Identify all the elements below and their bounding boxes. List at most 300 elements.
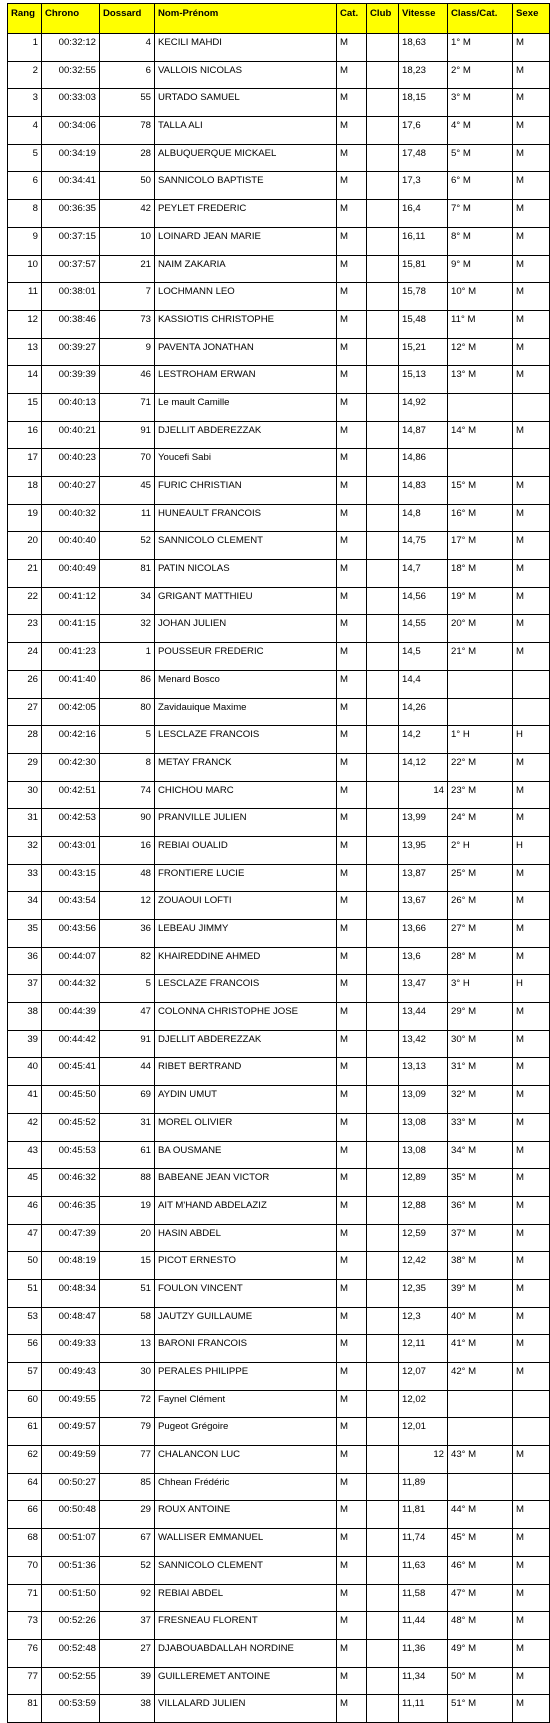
cell-classcat: 33° M <box>448 1113 513 1141</box>
cell-sexe: M <box>513 1058 550 1086</box>
cell-sexe: M <box>513 1639 550 1667</box>
cell-club <box>367 1446 399 1474</box>
cell-club <box>367 920 399 948</box>
cell-classcat: 51° M <box>448 1695 513 1723</box>
cell-rang: 8 <box>8 200 42 228</box>
cell-vitesse: 14,75 <box>399 532 448 560</box>
cell-chrono: 00:45:41 <box>42 1058 100 1086</box>
cell-cat: M <box>337 975 367 1003</box>
cell-sexe <box>513 1473 550 1501</box>
cell-dossard: 7 <box>100 283 155 311</box>
table-row <box>8 643 550 671</box>
cell-chrono: 00:50:27 <box>42 1473 100 1501</box>
cell-cat: M <box>337 1556 367 1584</box>
cell-rang: 31 <box>8 809 42 837</box>
cell-vitesse: 15,21 <box>399 338 448 366</box>
cell-rang: 43 <box>8 1141 42 1169</box>
cell-cat: M <box>337 338 367 366</box>
cell-cat: M <box>337 1446 367 1474</box>
cell-dossard: 88 <box>100 1169 155 1197</box>
table-row <box>8 477 550 505</box>
cell-cat: M <box>337 1529 367 1557</box>
cell-club <box>367 310 399 338</box>
cell-sexe: M <box>513 1196 550 1224</box>
cell-vitesse: 15,81 <box>399 255 448 283</box>
table-row <box>8 89 550 117</box>
cell-sexe <box>513 449 550 477</box>
cell-vitesse: 12 <box>399 1446 448 1474</box>
cell-vitesse: 13,42 <box>399 1030 448 1058</box>
cell-club <box>367 255 399 283</box>
table-row <box>8 1335 550 1363</box>
cell-vitesse: 13,44 <box>399 1003 448 1031</box>
cell-classcat: 37° M <box>448 1224 513 1252</box>
cell-chrono: 00:37:57 <box>42 255 100 283</box>
cell-classcat <box>448 1473 513 1501</box>
cell-dossard: 10 <box>100 227 155 255</box>
cell-chrono: 00:38:01 <box>42 283 100 311</box>
cell-classcat: 34° M <box>448 1141 513 1169</box>
cell-dossard: 58 <box>100 1307 155 1335</box>
cell-classcat <box>448 393 513 421</box>
cell-chrono: 00:52:26 <box>42 1612 100 1640</box>
table-row <box>8 1501 550 1529</box>
cell-club <box>367 117 399 145</box>
table-row <box>8 975 550 1003</box>
cell-chrono: 00:49:55 <box>42 1390 100 1418</box>
cell-dossard: 71 <box>100 393 155 421</box>
cell-rang: 53 <box>8 1307 42 1335</box>
cell-vitesse: 13,87 <box>399 864 448 892</box>
cell-rang: 1 <box>8 34 42 62</box>
cell-cat: M <box>337 1390 367 1418</box>
cell-club <box>367 504 399 532</box>
cell-vitesse: 15,13 <box>399 366 448 394</box>
cell-classcat <box>448 449 513 477</box>
cell-sexe: M <box>513 1695 550 1723</box>
cell-sexe: M <box>513 1252 550 1280</box>
cell-sexe <box>513 393 550 421</box>
cell-club <box>367 1307 399 1335</box>
table-row <box>8 117 550 145</box>
cell-chrono: 00:43:01 <box>42 836 100 864</box>
cell-nom: DJABOUABDALLAH NORDINE <box>155 1639 337 1667</box>
cell-chrono: 00:32:55 <box>42 61 100 89</box>
cell-cat: M <box>337 670 367 698</box>
cell-dossard: 61 <box>100 1141 155 1169</box>
cell-chrono: 00:38:46 <box>42 310 100 338</box>
cell-classcat: 20° M <box>448 615 513 643</box>
cell-dossard: 77 <box>100 1446 155 1474</box>
header-sexe: Sexe <box>513 4 550 34</box>
cell-chrono: 00:42:53 <box>42 809 100 837</box>
cell-rang: 47 <box>8 1224 42 1252</box>
cell-rang: 73 <box>8 1612 42 1640</box>
cell-rang: 29 <box>8 753 42 781</box>
cell-club <box>367 726 399 754</box>
cell-sexe: M <box>513 1335 550 1363</box>
cell-vitesse: 17,6 <box>399 117 448 145</box>
cell-nom: NAIM ZAKARIA <box>155 255 337 283</box>
cell-club <box>367 1224 399 1252</box>
cell-rang: 5 <box>8 144 42 172</box>
cell-vitesse: 14,5 <box>399 643 448 671</box>
cell-rang: 61 <box>8 1418 42 1446</box>
table-row <box>8 1667 550 1695</box>
cell-rang: 57 <box>8 1363 42 1391</box>
cell-vitesse: 16,11 <box>399 227 448 255</box>
cell-sexe <box>513 670 550 698</box>
cell-rang: 60 <box>8 1390 42 1418</box>
table-row <box>8 421 550 449</box>
cell-dossard: 27 <box>100 1639 155 1667</box>
cell-dossard: 79 <box>100 1418 155 1446</box>
cell-classcat: 31° M <box>448 1058 513 1086</box>
cell-rang: 11 <box>8 283 42 311</box>
cell-classcat: 45° M <box>448 1529 513 1557</box>
cell-club <box>367 1030 399 1058</box>
cell-vitesse: 11,63 <box>399 1556 448 1584</box>
cell-rang: 42 <box>8 1113 42 1141</box>
results-table <box>7 3 550 1723</box>
cell-club <box>367 366 399 394</box>
cell-chrono: 00:48:47 <box>42 1307 100 1335</box>
table-row <box>8 1003 550 1031</box>
cell-dossard: 80 <box>100 698 155 726</box>
cell-sexe: M <box>513 532 550 560</box>
cell-dossard: 9 <box>100 338 155 366</box>
table-row <box>8 1196 550 1224</box>
cell-chrono: 00:43:56 <box>42 920 100 948</box>
cell-rang: 40 <box>8 1058 42 1086</box>
cell-dossard: 85 <box>100 1473 155 1501</box>
header-classcat: Class/Cat. <box>448 4 513 34</box>
cell-chrono: 00:41:15 <box>42 615 100 643</box>
table-row <box>8 753 550 781</box>
cell-rang: 45 <box>8 1169 42 1197</box>
cell-sexe: H <box>513 836 550 864</box>
cell-club <box>367 227 399 255</box>
cell-club <box>367 753 399 781</box>
cell-nom: FOULON VINCENT <box>155 1279 337 1307</box>
cell-dossard: 34 <box>100 587 155 615</box>
header-cat: Cat. <box>337 4 367 34</box>
cell-sexe: M <box>513 172 550 200</box>
cell-nom: PATIN NICOLAS <box>155 560 337 588</box>
cell-dossard: 46 <box>100 366 155 394</box>
cell-club <box>367 1363 399 1391</box>
cell-club <box>367 670 399 698</box>
cell-nom: ROUX ANTOINE <box>155 1501 337 1529</box>
header-dossard: Dossard <box>100 4 155 34</box>
cell-rang: 66 <box>8 1501 42 1529</box>
header-rang: Rang <box>8 4 42 34</box>
cell-classcat: 8° M <box>448 227 513 255</box>
cell-vitesse: 14,87 <box>399 421 448 449</box>
header-club: Club <box>367 4 399 34</box>
cell-sexe: M <box>513 310 550 338</box>
cell-nom: POUSSEUR FREDERIC <box>155 643 337 671</box>
cell-classcat: 2° M <box>448 61 513 89</box>
cell-chrono: 00:52:55 <box>42 1667 100 1695</box>
cell-rang: 21 <box>8 560 42 588</box>
cell-classcat: 40° M <box>448 1307 513 1335</box>
cell-dossard: 81 <box>100 560 155 588</box>
cell-rang: 10 <box>8 255 42 283</box>
table-row <box>8 532 550 560</box>
cell-club <box>367 1141 399 1169</box>
cell-nom: LEBEAU JIMMY <box>155 920 337 948</box>
cell-nom: CHALANCON LUC <box>155 1446 337 1474</box>
cell-sexe: H <box>513 726 550 754</box>
cell-vitesse: 16,4 <box>399 200 448 228</box>
cell-dossard: 92 <box>100 1584 155 1612</box>
cell-club <box>367 560 399 588</box>
cell-dossard: 91 <box>100 421 155 449</box>
cell-nom: CHICHOU MARC <box>155 781 337 809</box>
cell-club <box>367 1418 399 1446</box>
cell-vitesse: 11,36 <box>399 1639 448 1667</box>
cell-rang: 23 <box>8 615 42 643</box>
cell-rang: 4 <box>8 117 42 145</box>
cell-classcat: 6° M <box>448 172 513 200</box>
cell-sexe: M <box>513 615 550 643</box>
cell-cat: M <box>337 809 367 837</box>
cell-classcat <box>448 1418 513 1446</box>
cell-vitesse: 14,26 <box>399 698 448 726</box>
cell-dossard: 15 <box>100 1252 155 1280</box>
cell-chrono: 00:41:23 <box>42 643 100 671</box>
cell-rang: 41 <box>8 1086 42 1114</box>
cell-rang: 34 <box>8 892 42 920</box>
cell-club <box>367 698 399 726</box>
cell-nom: Chhean Frédéric <box>155 1473 337 1501</box>
cell-rang: 35 <box>8 920 42 948</box>
cell-nom: Youcefi Sabi <box>155 449 337 477</box>
cell-classcat: 43° M <box>448 1446 513 1474</box>
cell-classcat: 3° M <box>448 89 513 117</box>
cell-chrono: 00:49:59 <box>42 1446 100 1474</box>
cell-sexe: M <box>513 947 550 975</box>
cell-cat: M <box>337 1695 367 1723</box>
cell-dossard: 91 <box>100 1030 155 1058</box>
cell-cat: M <box>337 172 367 200</box>
cell-nom: PERALES PHILIPPE <box>155 1363 337 1391</box>
cell-rang: 3 <box>8 89 42 117</box>
table-row <box>8 1639 550 1667</box>
cell-nom: COLONNA CHRISTOPHE JOSE <box>155 1003 337 1031</box>
cell-chrono: 00:45:50 <box>42 1086 100 1114</box>
table-row <box>8 61 550 89</box>
cell-club <box>367 61 399 89</box>
table-row <box>8 1363 550 1391</box>
cell-club <box>367 1169 399 1197</box>
cell-rang: 51 <box>8 1279 42 1307</box>
table-row <box>8 1695 550 1723</box>
cell-vitesse: 11,89 <box>399 1473 448 1501</box>
cell-sexe <box>513 698 550 726</box>
cell-classcat: 35° M <box>448 1169 513 1197</box>
cell-vitesse: 14,86 <box>399 449 448 477</box>
cell-sexe: M <box>513 89 550 117</box>
cell-nom: LESTROHAM ERWAN <box>155 366 337 394</box>
cell-nom: LESCLAZE FRANCOIS <box>155 726 337 754</box>
cell-classcat: 26° M <box>448 892 513 920</box>
cell-cat: M <box>337 532 367 560</box>
cell-vitesse: 13,99 <box>399 809 448 837</box>
cell-club <box>367 1556 399 1584</box>
cell-vitesse: 14,2 <box>399 726 448 754</box>
cell-club <box>367 1058 399 1086</box>
table-row <box>8 781 550 809</box>
cell-chrono: 00:42:51 <box>42 781 100 809</box>
cell-club <box>367 587 399 615</box>
cell-rang: 17 <box>8 449 42 477</box>
cell-rang: 2 <box>8 61 42 89</box>
cell-chrono: 00:39:39 <box>42 366 100 394</box>
cell-chrono: 00:49:33 <box>42 1335 100 1363</box>
cell-nom: JAUTZY GUILLAUME <box>155 1307 337 1335</box>
cell-classcat: 22° M <box>448 753 513 781</box>
cell-classcat: 24° M <box>448 809 513 837</box>
table-row <box>8 255 550 283</box>
cell-dossard: 20 <box>100 1224 155 1252</box>
cell-cat: M <box>337 1279 367 1307</box>
cell-chrono: 00:41:40 <box>42 670 100 698</box>
cell-nom: ZOUAOUI LOFTI <box>155 892 337 920</box>
cell-classcat: 2° H <box>448 836 513 864</box>
table-row <box>8 1390 550 1418</box>
cell-classcat: 3° H <box>448 975 513 1003</box>
table-row <box>8 892 550 920</box>
cell-club <box>367 283 399 311</box>
cell-rang: 39 <box>8 1030 42 1058</box>
cell-cat: M <box>337 615 367 643</box>
cell-dossard: 4 <box>100 34 155 62</box>
cell-nom: VALLOIS NICOLAS <box>155 61 337 89</box>
cell-vitesse: 11,58 <box>399 1584 448 1612</box>
cell-chrono: 00:40:21 <box>42 421 100 449</box>
cell-rang: 32 <box>8 836 42 864</box>
cell-sexe: M <box>513 1169 550 1197</box>
cell-rang: 14 <box>8 366 42 394</box>
cell-chrono: 00:40:27 <box>42 477 100 505</box>
cell-nom: VILLALARD JULIEN <box>155 1695 337 1723</box>
cell-cat: M <box>337 1196 367 1224</box>
cell-classcat: 19° M <box>448 587 513 615</box>
cell-rang: 50 <box>8 1252 42 1280</box>
table-row <box>8 1141 550 1169</box>
cell-classcat: 12° M <box>448 338 513 366</box>
header-chrono: Chrono <box>42 4 100 34</box>
cell-nom: TALLA ALI <box>155 117 337 145</box>
cell-cat: M <box>337 34 367 62</box>
cell-chrono: 00:39:27 <box>42 338 100 366</box>
cell-chrono: 00:44:32 <box>42 975 100 1003</box>
cell-vitesse: 11,74 <box>399 1529 448 1557</box>
cell-dossard: 70 <box>100 449 155 477</box>
cell-cat: M <box>337 1169 367 1197</box>
cell-rang: 27 <box>8 698 42 726</box>
cell-sexe: M <box>513 1307 550 1335</box>
cell-dossard: 72 <box>100 1390 155 1418</box>
cell-classcat: 28° M <box>448 947 513 975</box>
cell-vitesse: 13,13 <box>399 1058 448 1086</box>
cell-club <box>367 1529 399 1557</box>
cell-nom: LOINARD JEAN MARIE <box>155 227 337 255</box>
cell-nom: FRONTIERE LUCIE <box>155 864 337 892</box>
table-row <box>8 615 550 643</box>
cell-dossard: 48 <box>100 864 155 892</box>
header-row <box>8 4 550 34</box>
cell-nom: Pugeot Grégoire <box>155 1418 337 1446</box>
table-row <box>8 1030 550 1058</box>
cell-club <box>367 1501 399 1529</box>
cell-dossard: 32 <box>100 615 155 643</box>
cell-chrono: 00:40:49 <box>42 560 100 588</box>
cell-cat: M <box>337 61 367 89</box>
table-row <box>8 172 550 200</box>
cell-chrono: 00:44:07 <box>42 947 100 975</box>
cell-club <box>367 1390 399 1418</box>
cell-sexe: M <box>513 283 550 311</box>
cell-cat: M <box>337 781 367 809</box>
cell-club <box>367 1113 399 1141</box>
cell-chrono: 00:51:07 <box>42 1529 100 1557</box>
cell-chrono: 00:48:34 <box>42 1279 100 1307</box>
cell-nom: Le mault Camille <box>155 393 337 421</box>
cell-dossard: 28 <box>100 144 155 172</box>
cell-club <box>367 172 399 200</box>
cell-cat: M <box>337 1003 367 1031</box>
cell-cat: M <box>337 920 367 948</box>
cell-club <box>367 892 399 920</box>
cell-classcat: 17° M <box>448 532 513 560</box>
cell-classcat: 15° M <box>448 477 513 505</box>
cell-sexe: M <box>513 1446 550 1474</box>
cell-nom: Menard Bosco <box>155 670 337 698</box>
cell-chrono: 00:42:30 <box>42 753 100 781</box>
cell-classcat: 21° M <box>448 643 513 671</box>
cell-vitesse: 12,07 <box>399 1363 448 1391</box>
table-row <box>8 1418 550 1446</box>
cell-chrono: 00:43:15 <box>42 864 100 892</box>
cell-chrono: 00:46:32 <box>42 1169 100 1197</box>
cell-sexe: M <box>513 920 550 948</box>
cell-vitesse: 12,89 <box>399 1169 448 1197</box>
cell-dossard: 82 <box>100 947 155 975</box>
cell-nom: PAVENTA JONATHAN <box>155 338 337 366</box>
cell-cat: M <box>337 393 367 421</box>
cell-vitesse: 14 <box>399 781 448 809</box>
table-row <box>8 227 550 255</box>
cell-classcat: 9° M <box>448 255 513 283</box>
cell-sexe: M <box>513 781 550 809</box>
cell-dossard: 36 <box>100 920 155 948</box>
table-row <box>8 1556 550 1584</box>
cell-vitesse: 15,78 <box>399 283 448 311</box>
cell-vitesse: 13,08 <box>399 1141 448 1169</box>
cell-chrono: 00:49:43 <box>42 1363 100 1391</box>
cell-classcat: 39° M <box>448 1279 513 1307</box>
cell-rang: 71 <box>8 1584 42 1612</box>
cell-nom: METAY FRANCK <box>155 753 337 781</box>
cell-nom: BA OUSMANE <box>155 1141 337 1169</box>
cell-chrono: 00:43:54 <box>42 892 100 920</box>
cell-cat: M <box>337 449 367 477</box>
cell-club <box>367 836 399 864</box>
cell-classcat: 38° M <box>448 1252 513 1280</box>
